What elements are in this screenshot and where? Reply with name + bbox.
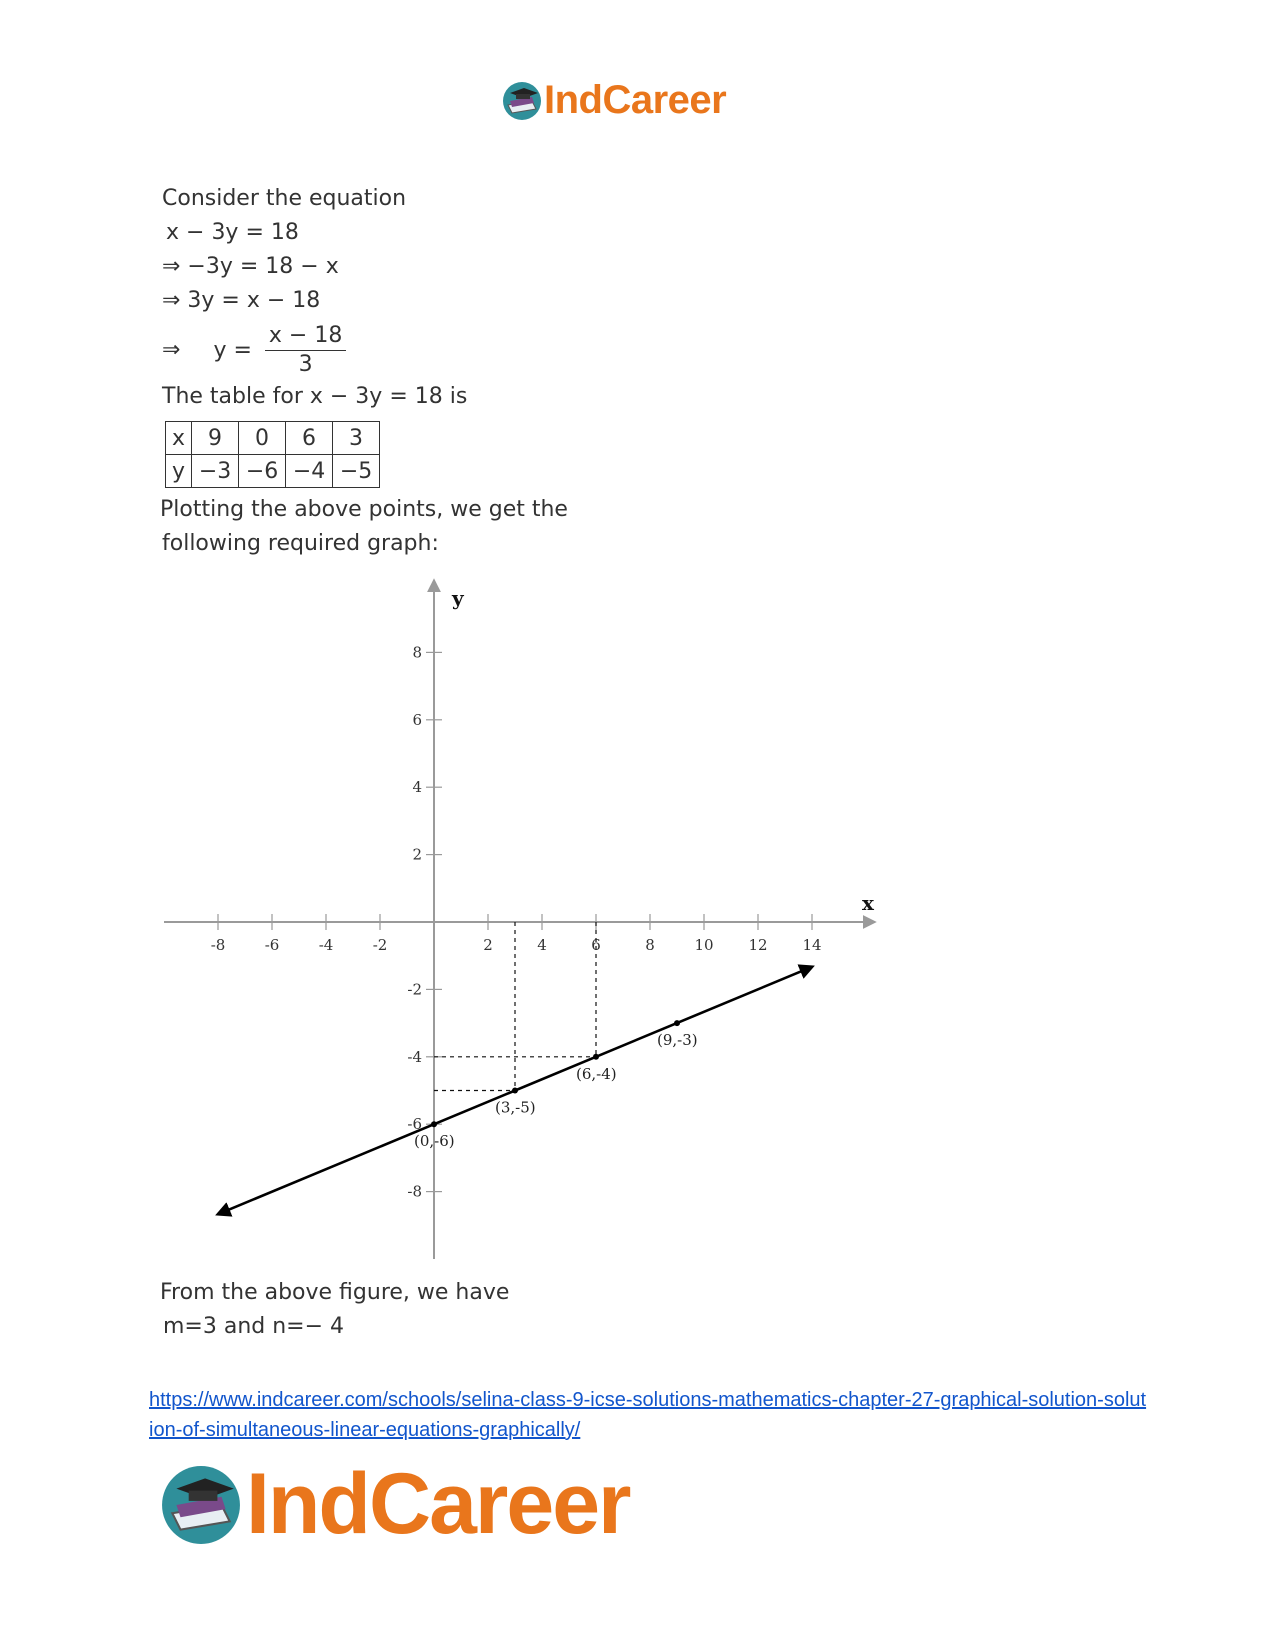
source-link[interactable]: https://www.indcareer.com/schools/selina-class-9-icse-solutions-mathematics-chapter-27-graphical-solution-solution-of-simultaneous-linear-equations-graphically/ — [149, 1389, 1147, 1441]
y-tick-label: -2 — [407, 980, 422, 999]
data-point — [674, 1020, 680, 1026]
implies-symbol: ⇒ — [162, 337, 181, 363]
conclusion-line-1: From the above figure, we have — [160, 1280, 510, 1305]
x-tick-label: -2 — [372, 936, 388, 954]
table-cell: x — [166, 422, 192, 455]
y-tick-label: -6 — [407, 1115, 422, 1134]
y-tick-label: 6 — [412, 710, 422, 729]
equation-3: ⇒ 3y = x − 18 — [162, 288, 321, 313]
table-cell: 3 — [333, 422, 380, 455]
table-cell: −4 — [286, 455, 333, 488]
fraction-numerator: x − 18 — [265, 322, 346, 351]
x-tick-label: -8 — [210, 936, 226, 954]
x-tick-label: 2 — [483, 936, 493, 954]
equation-2: ⇒ −3y = 18 − x — [162, 254, 339, 279]
x-tick-label: 12 — [748, 936, 768, 954]
x-tick-label: 6 — [591, 936, 601, 954]
data-point — [593, 1054, 599, 1060]
indcareer-logo-bottom — [160, 1455, 630, 1554]
table-cell: 0 — [239, 422, 286, 455]
x-tick-label: 14 — [802, 936, 822, 954]
table-cell: 6 — [286, 422, 333, 455]
plot-intro-line-2: following required graph: — [162, 531, 439, 556]
x-tick-label: 10 — [694, 936, 714, 954]
point-label: (9,-3) — [657, 1031, 698, 1050]
y-tick-label: 8 — [412, 643, 422, 662]
y-tick-label: 4 — [412, 778, 422, 797]
x-axis-label: x — [862, 891, 874, 915]
table-cell: y — [166, 455, 192, 488]
point-label: (3,-5) — [495, 1098, 536, 1117]
table-cell: 9 — [192, 422, 239, 455]
data-point — [431, 1121, 437, 1127]
y-tick-label: -4 — [407, 1047, 422, 1066]
table-cell: −6 — [239, 455, 286, 488]
y-tick-label: 2 — [412, 845, 422, 864]
logo-wordmark: IndCareer — [246, 1456, 630, 1552]
y-tick-label: -8 — [407, 1182, 422, 1201]
x-tick-label: 8 — [645, 936, 655, 954]
equation-4-lhs: y = — [213, 337, 252, 363]
x-tick-label: -4 — [318, 936, 334, 954]
fraction-denominator: 3 — [298, 352, 313, 377]
x-tick-label: -6 — [264, 936, 280, 954]
plot-intro-line-1: Plotting the above points, we get the — [160, 497, 568, 522]
table-intro: The table for x − 3y = 18 is — [162, 384, 468, 409]
table-cell: −3 — [192, 455, 239, 488]
intro-text: Consider the equation — [162, 186, 407, 211]
point-label: (6,-4) — [576, 1064, 617, 1083]
conclusion-line-2: m=3 and n=− 4 — [163, 1314, 345, 1339]
logo-wordmark: IndCareer — [544, 78, 727, 122]
point-label: (0,-6) — [414, 1132, 455, 1151]
y-axis-label: y — [452, 586, 464, 610]
data-point — [512, 1088, 518, 1094]
x-tick-label: 4 — [537, 936, 547, 954]
table-cell: −5 — [333, 455, 380, 488]
equation-1: x − 3y = 18 — [166, 220, 299, 245]
graduation-books-icon — [160, 1464, 242, 1546]
